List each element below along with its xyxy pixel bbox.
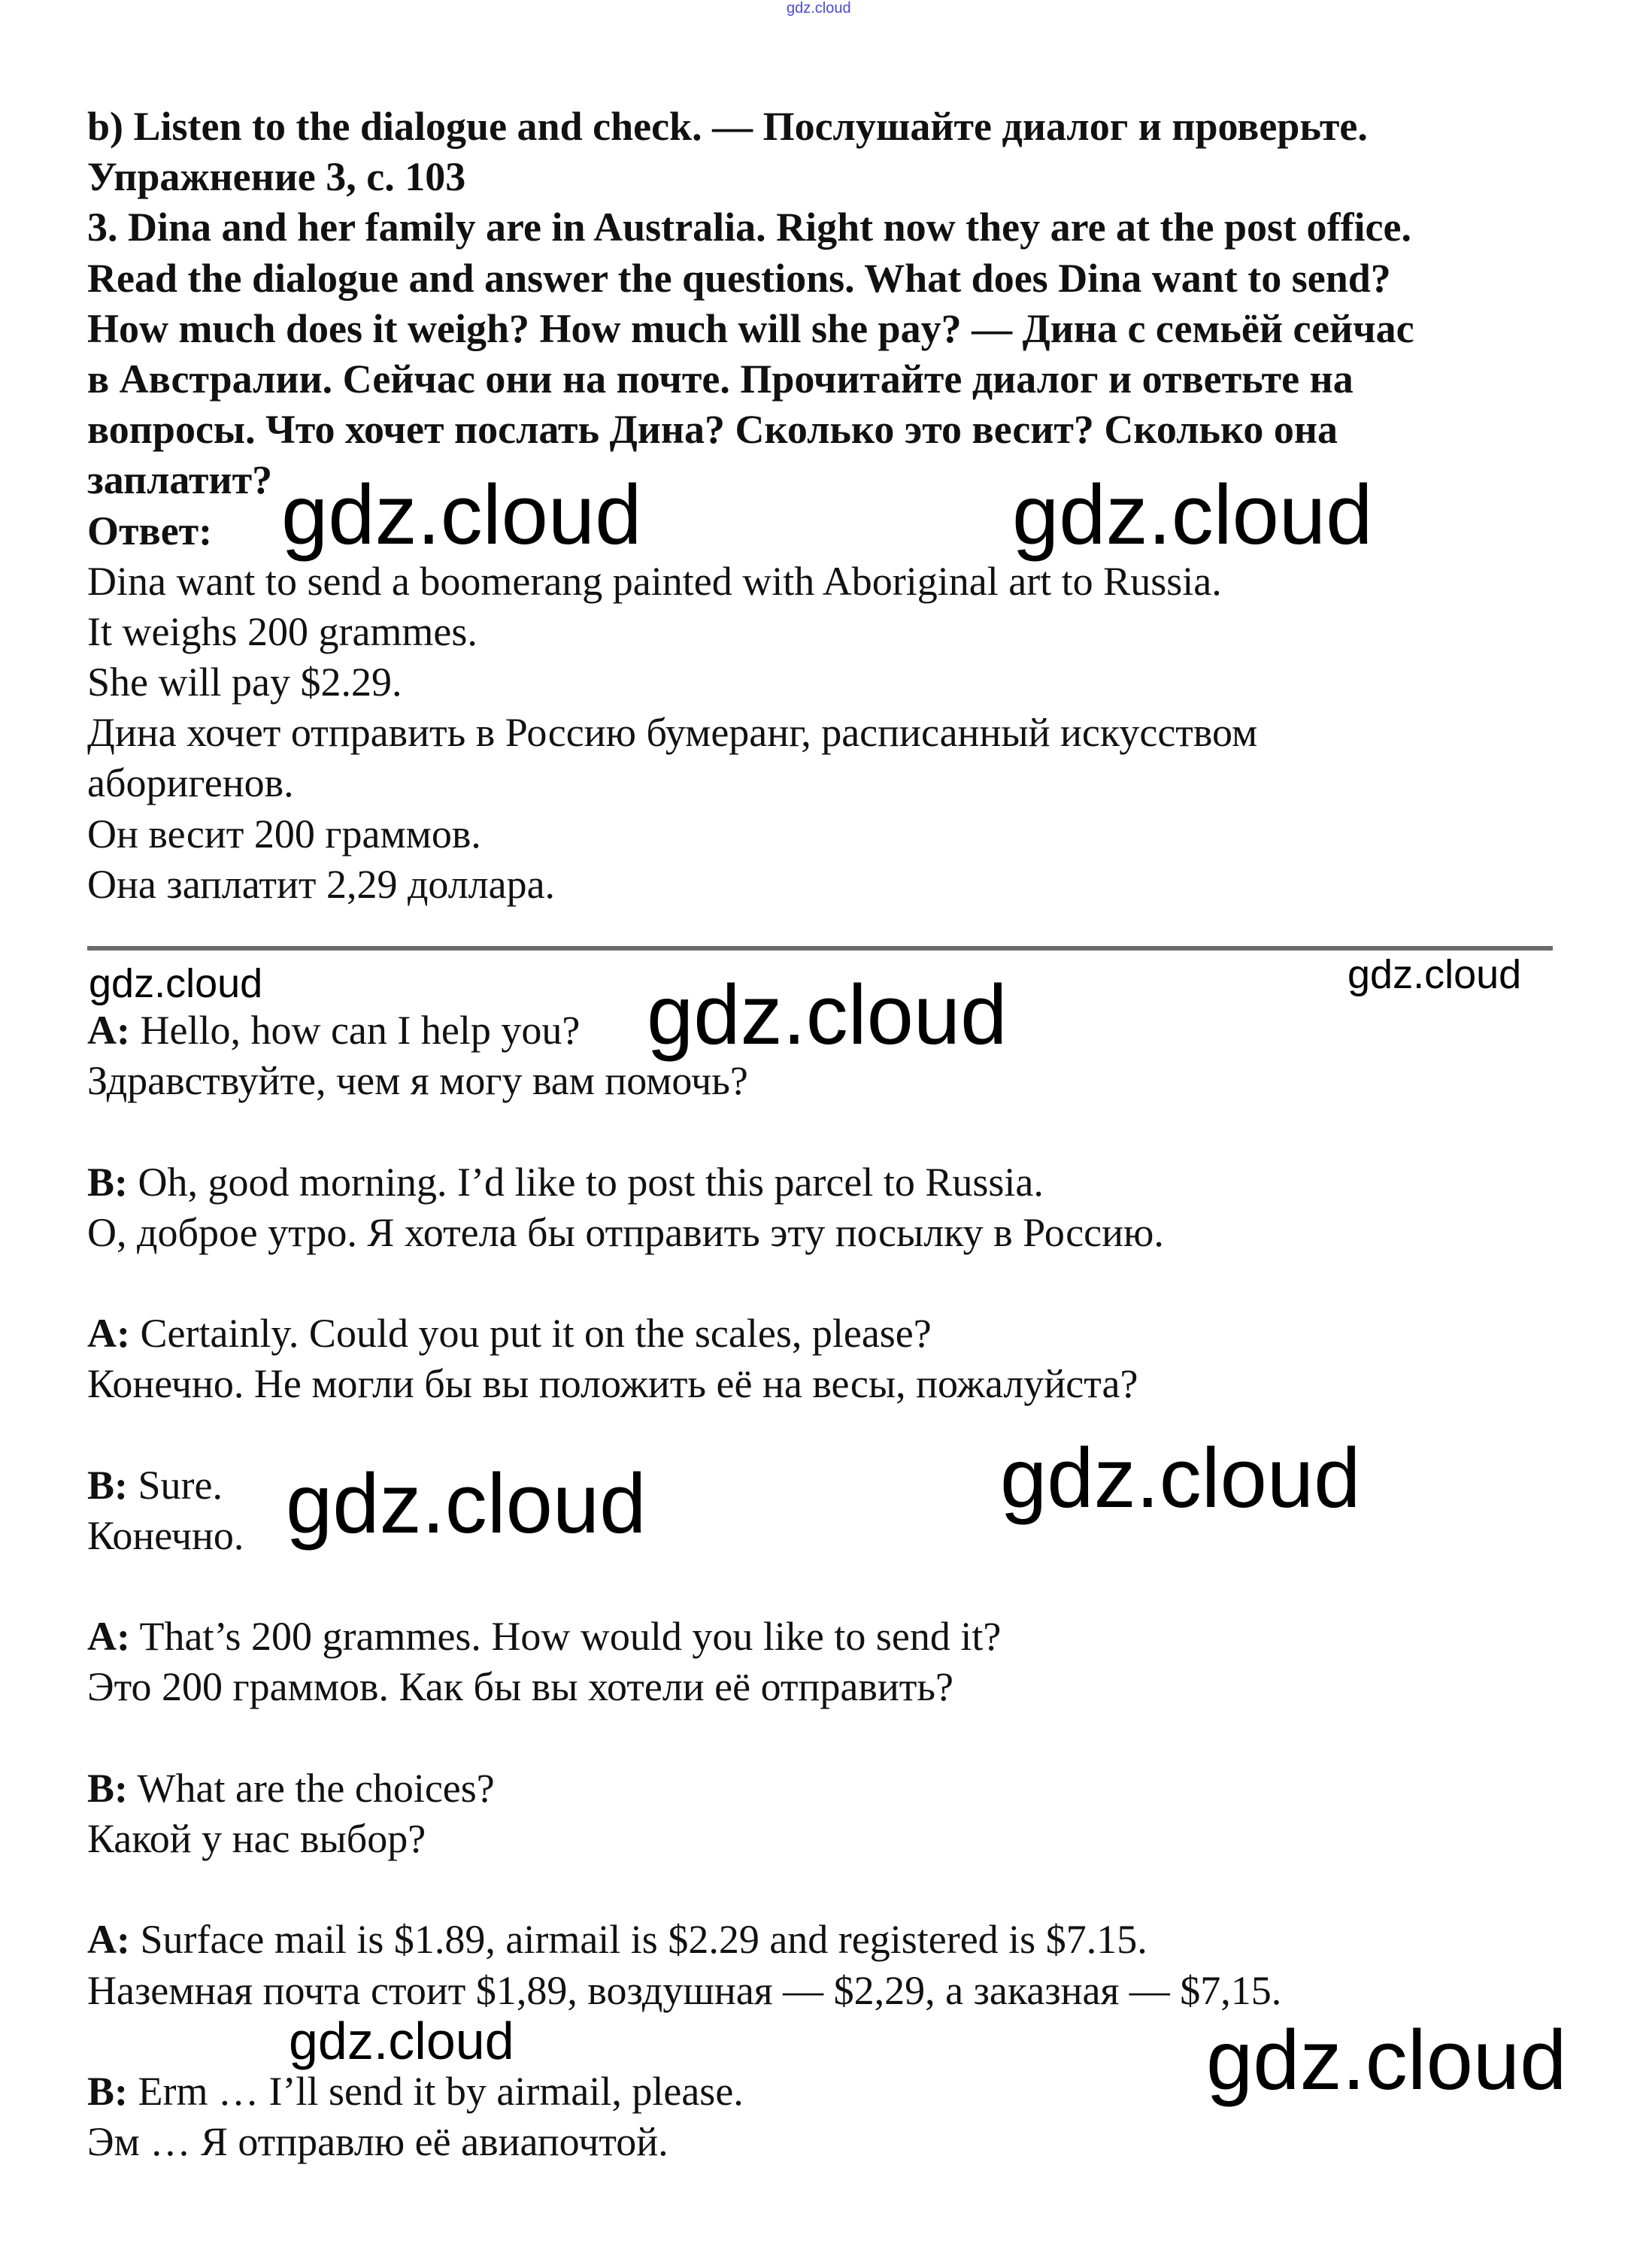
dialogue-ru: Конечно. xyxy=(87,1512,244,1558)
watermark: gdz.cloud xyxy=(647,968,1008,1062)
answer-line: аборигенов. xyxy=(87,760,294,806)
dialogue-text: Certainly. Could you put it on the scales, please? xyxy=(129,1311,932,1357)
dialogue-ru: Здравствуйте, чем я могу вам помочь? xyxy=(87,1058,748,1104)
dialogue xyxy=(87,1005,1281,2167)
dialogue-en xyxy=(87,1763,1281,1814)
dialogue-text: Oh, good morning. I’d like to post this parcel to Russia. xyxy=(128,1159,1044,1205)
watermark: gdz.cloud xyxy=(1000,1431,1361,1525)
speaker: A: xyxy=(87,1008,130,1053)
speaker: B: xyxy=(87,2068,128,2114)
dialogue-ru: О, доброе утро. Я хотела бы отправить эту посылку в Россию. xyxy=(87,1209,1164,1255)
watermark: gdz.cloud xyxy=(1347,952,1522,997)
spacer xyxy=(87,1561,1281,1612)
speaker: B: xyxy=(87,1462,128,1508)
dialogue-ru: Наземная почта стоит $1,89, воздушная — $2,29, а заказная — $7,15. xyxy=(87,1967,1282,2013)
dialogue-text: Surface mail is $1.89, airmail is $2.29 and registered is $7.15. xyxy=(129,1917,1147,1963)
spacer xyxy=(87,2012,1281,2070)
speaker: A: xyxy=(87,1311,130,1357)
watermark: gdz.cloud xyxy=(1012,468,1373,562)
dialogue-en xyxy=(87,1308,1281,1359)
dialogue-en xyxy=(87,1612,1281,1662)
heading-line: How much does it weigh? How much will she pay? — Дина с семьёй сейчас xyxy=(87,305,1414,351)
heading-line: 3. Dina and her family are in Australia. Right now they are at the post office. xyxy=(87,205,1411,250)
watermark: gdz.cloud xyxy=(281,468,642,562)
dialogue-text: Sure. xyxy=(128,1462,223,1508)
watermark: gdz.cloud xyxy=(89,961,263,1006)
dialogue-en xyxy=(87,2066,1281,2117)
spacer xyxy=(87,1258,1281,1308)
heading-line: Упражнение 3, с. 103 xyxy=(87,154,466,200)
speaker: B: xyxy=(87,1765,128,1811)
dialogue-ru: Какой у нас выбор? xyxy=(87,1816,426,1861)
dialogue-ru: Это 200 граммов. Как бы вы хотели её отправить? xyxy=(87,1664,953,1710)
watermark: gdz.cloud xyxy=(289,2012,514,2070)
dialogue-ru: Конечно. Не могли бы вы положить её на весы, пожалуйста? xyxy=(87,1361,1138,1407)
speaker: A: xyxy=(87,1614,130,1660)
dialogue-text: That’s 200 grammes. How would you like to send it? xyxy=(129,1614,1002,1660)
divider xyxy=(87,946,1553,951)
spacer xyxy=(87,1106,1281,1157)
answer-line: Дина хочет отправить в Россию бумеранг, расписанный искусством xyxy=(87,710,1258,756)
watermark: gdz.cloud xyxy=(1206,2013,1567,2107)
dialogue-en xyxy=(87,1157,1281,1208)
dialogue-text: Hello, how can I help you? xyxy=(129,1008,581,1053)
dialogue-en xyxy=(87,1915,1281,1965)
answer-line: It weighs 200 grammes. xyxy=(87,608,477,654)
answer-line: Она заплатит 2,29 доллара. xyxy=(87,861,556,907)
speaker: B: xyxy=(87,1159,128,1205)
heading-line: Read the dialogue and answer the questions. What does Dina want to send? xyxy=(87,255,1391,301)
heading-line: в Австралии. Сейчас они на почте. Прочитайте диалог и ответьте на xyxy=(87,356,1354,402)
speaker: A: xyxy=(87,1917,130,1963)
answer-line: She will pay $2.29. xyxy=(87,659,402,705)
dialogue-text: What are the choices? xyxy=(128,1765,495,1811)
spacer xyxy=(87,1713,1281,1763)
heading-line: вопросы. Что хочет послать Дина? Сколько это весит? Сколько она xyxy=(87,407,1338,453)
spacer xyxy=(87,1864,1281,1915)
answer-label: Ответ: xyxy=(87,508,213,553)
answer-line: Он весит 200 граммов. xyxy=(87,811,481,857)
answer-line: Dina want to send a boomerang painted with Aboriginal art to Russia. xyxy=(87,558,1222,604)
heading-line: b) Listen to the dialogue and check. — Послушайте диалог и проверьте. xyxy=(87,104,1368,149)
dialogue-ru: Эм … Я отправлю её авиапочтой. xyxy=(87,2119,668,2165)
dialogue-text: Erm … I’ll send it by airmail, please. xyxy=(128,2068,744,2114)
heading-line: заплатит? xyxy=(87,457,273,503)
watermark-top: gdz.cloud xyxy=(787,0,851,17)
watermark: gdz.cloud xyxy=(286,1457,647,1551)
